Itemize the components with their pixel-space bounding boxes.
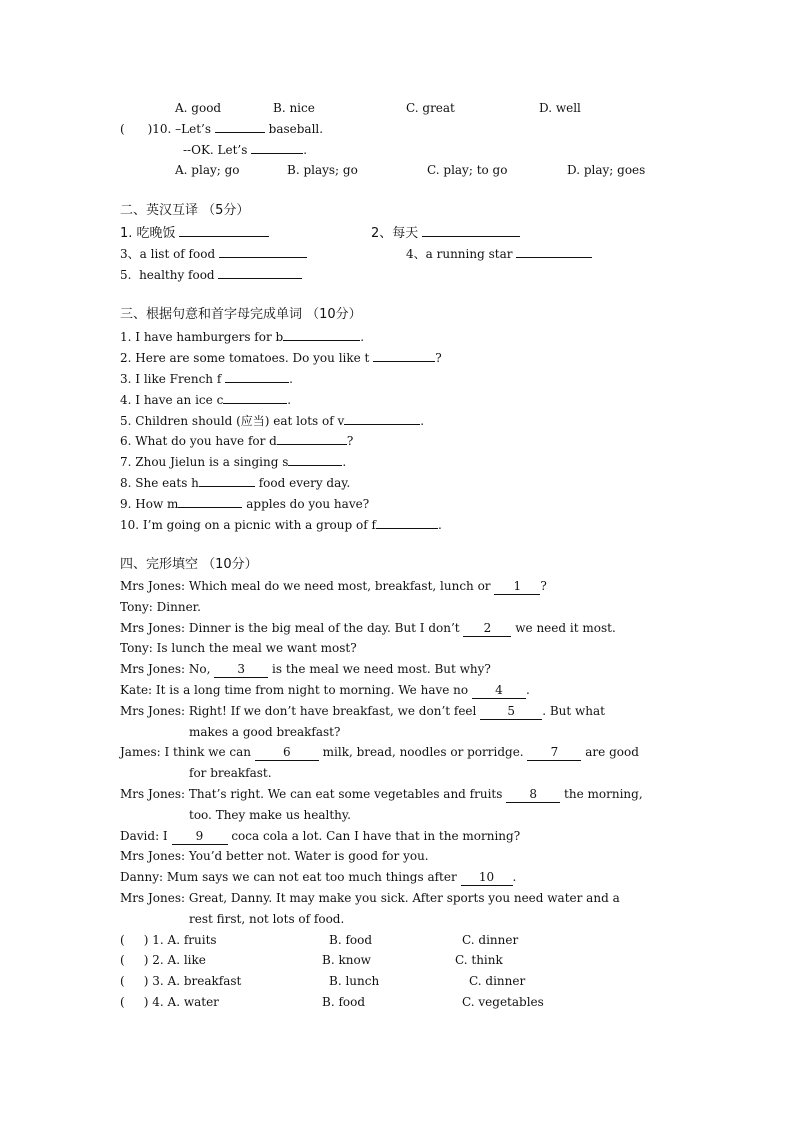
fill-item-8: 8. She eats h food every day. — [120, 476, 351, 490]
dialogue-line: Mrs Jones: Dinner is the big meal of the day. But I don’t 2 we need it most. — [120, 621, 616, 635]
cloze-blank-2[interactable]: 2 — [463, 621, 511, 637]
cloze-blank-1[interactable]: 1 — [494, 579, 540, 595]
dialogue-line: Mrs Jones: That’s right. We can eat some vegetables and fruits 8 the morning, — [120, 787, 643, 801]
option-c: C. dinner — [462, 933, 519, 947]
option-b: B. lunch — [329, 974, 380, 988]
dialogue-line: for breakfast. — [189, 766, 272, 780]
cloze-blank-8[interactable]: 8 — [506, 787, 560, 803]
translate-item-4: 4、a running star — [406, 246, 592, 262]
fill-item-10: 10. I’m going on a picnic with a group of f . — [120, 518, 442, 532]
dialogue-line: rest first, not lots of food. — [189, 912, 345, 926]
cloze-blank-10[interactable]: 10 — [461, 870, 513, 886]
answer-blank[interactable] — [288, 454, 342, 466]
cloze-blank-5[interactable]: 5 — [480, 704, 542, 720]
question-10-line2: --OK. Let’s . — [183, 143, 308, 157]
fill-item-1: 1. I have hamburgers for b . — [120, 330, 365, 344]
question-10-line1: ( )10. –Let’s baseball. — [120, 122, 324, 136]
fill-item-3: 3. I like French f . — [120, 372, 293, 386]
answer-blank[interactable] — [516, 246, 592, 258]
dialogue-line: James: I think we can 6 milk, bread, noodles or porridge. 7 are good — [120, 745, 639, 759]
cloze-question-2: ( ) 2. A. like — [120, 953, 206, 967]
q9-option-a: A. good — [175, 101, 222, 115]
dialogue-line: Tony: Dinner. — [120, 600, 201, 614]
answer-blank[interactable] — [223, 392, 287, 404]
q10-option-d: D. play; goes — [567, 163, 646, 177]
section-3-title: 三、根据句意和首字母完成单词 （10分） — [120, 307, 362, 322]
answer-blank[interactable] — [251, 142, 303, 154]
answer-blank[interactable] — [277, 433, 347, 445]
translate-item-3: 3、a list of food — [120, 246, 307, 262]
cloze-question-1: ( ) 1. A. fruits — [120, 933, 217, 947]
cloze-blank-3[interactable]: 3 — [214, 662, 268, 678]
cloze-blank-9[interactable]: 9 — [172, 829, 228, 845]
q9-option-b: B. nice — [273, 101, 315, 115]
cloze-question-4: ( ) 4. A. water — [120, 995, 219, 1009]
dialogue-line: Mrs Jones: Great, Danny. It may make you sick. After sports you need water and a — [120, 891, 620, 905]
cloze-blank-6[interactable]: 6 — [255, 745, 319, 761]
dialogue-line: makes a good breakfast? — [189, 725, 341, 739]
dialogue-line: Kate: It is a long time from night to morning. We have no 4 . — [120, 683, 530, 697]
answer-blank[interactable] — [283, 329, 360, 341]
option-c: C. vegetables — [462, 995, 544, 1009]
option-c: C. think — [455, 953, 503, 967]
fill-item-5: 5. Children should (应当) eat lots of v . — [120, 414, 425, 428]
dialogue-line: Mrs Jones: No, 3 is the meal we need most. But why? — [120, 662, 491, 676]
answer-blank[interactable] — [376, 517, 438, 529]
dialogue-line: too. They make us healthy. — [189, 808, 351, 822]
q10-option-b: B. plays; go — [287, 163, 358, 177]
cloze-question-3: ( ) 3. A. breakfast — [120, 974, 242, 988]
section-4-title: 四、完形填空 （10分） — [120, 557, 258, 572]
section-2-title: 二、英汉互译 （5分） — [120, 203, 250, 218]
answer-blank[interactable] — [199, 475, 255, 487]
answer-blank[interactable] — [422, 225, 520, 237]
q10-option-a: A. play; go — [175, 163, 240, 177]
answer-blank[interactable] — [215, 121, 265, 133]
answer-blank[interactable] — [219, 246, 307, 258]
translate-item-2: 2、每天 — [371, 225, 520, 241]
answer-blank[interactable] — [179, 225, 269, 237]
dialogue-line: Mrs Jones: You’d better not. Water is good for you. — [120, 849, 429, 863]
q9-option-d: D. well — [539, 101, 581, 115]
answer-blank[interactable] — [373, 350, 435, 362]
fill-item-9: 9. How m apples do you have? — [120, 497, 370, 511]
translate-item-1: 1. 吃晚饭 — [120, 225, 269, 241]
option-b: B. food — [322, 995, 366, 1009]
option-c: C. dinner — [469, 974, 526, 988]
dialogue-line: Danny: Mum says we can not eat too much things after 10 . — [120, 870, 517, 884]
dialogue-line: Tony: Is lunch the meal we want most? — [120, 641, 357, 655]
fill-item-6: 6. What do you have for d ? — [120, 434, 354, 448]
dialogue-line: Mrs Jones: Right! If we don’t have breakfast, we don’t feel 5 . But what — [120, 704, 605, 718]
answer-blank[interactable] — [225, 371, 289, 383]
q10-option-c: C. play; to go — [427, 163, 508, 177]
dialogue-line: Mrs Jones: Which meal do we need most, breakfast, lunch or 1 ? — [120, 579, 547, 593]
fill-item-4: 4. I have an ice c . — [120, 393, 292, 407]
option-b: B. food — [329, 933, 373, 947]
cloze-blank-7[interactable]: 7 — [527, 745, 581, 761]
fill-item-2: 2. Here are some tomatoes. Do you like t ? — [120, 351, 442, 365]
answer-blank[interactable] — [218, 267, 302, 279]
q9-option-c: C. great — [406, 101, 455, 115]
fill-item-7: 7. Zhou Jielun is a singing s . — [120, 455, 347, 469]
answer-blank[interactable] — [178, 496, 242, 508]
translate-item-5: 5. healthy food — [120, 267, 302, 283]
dialogue-line: David: I 9 coca cola a lot. Can I have that in the morning? — [120, 829, 521, 843]
cloze-blank-4[interactable]: 4 — [472, 683, 526, 699]
answer-blank[interactable] — [344, 413, 420, 425]
option-b: B. know — [322, 953, 371, 967]
